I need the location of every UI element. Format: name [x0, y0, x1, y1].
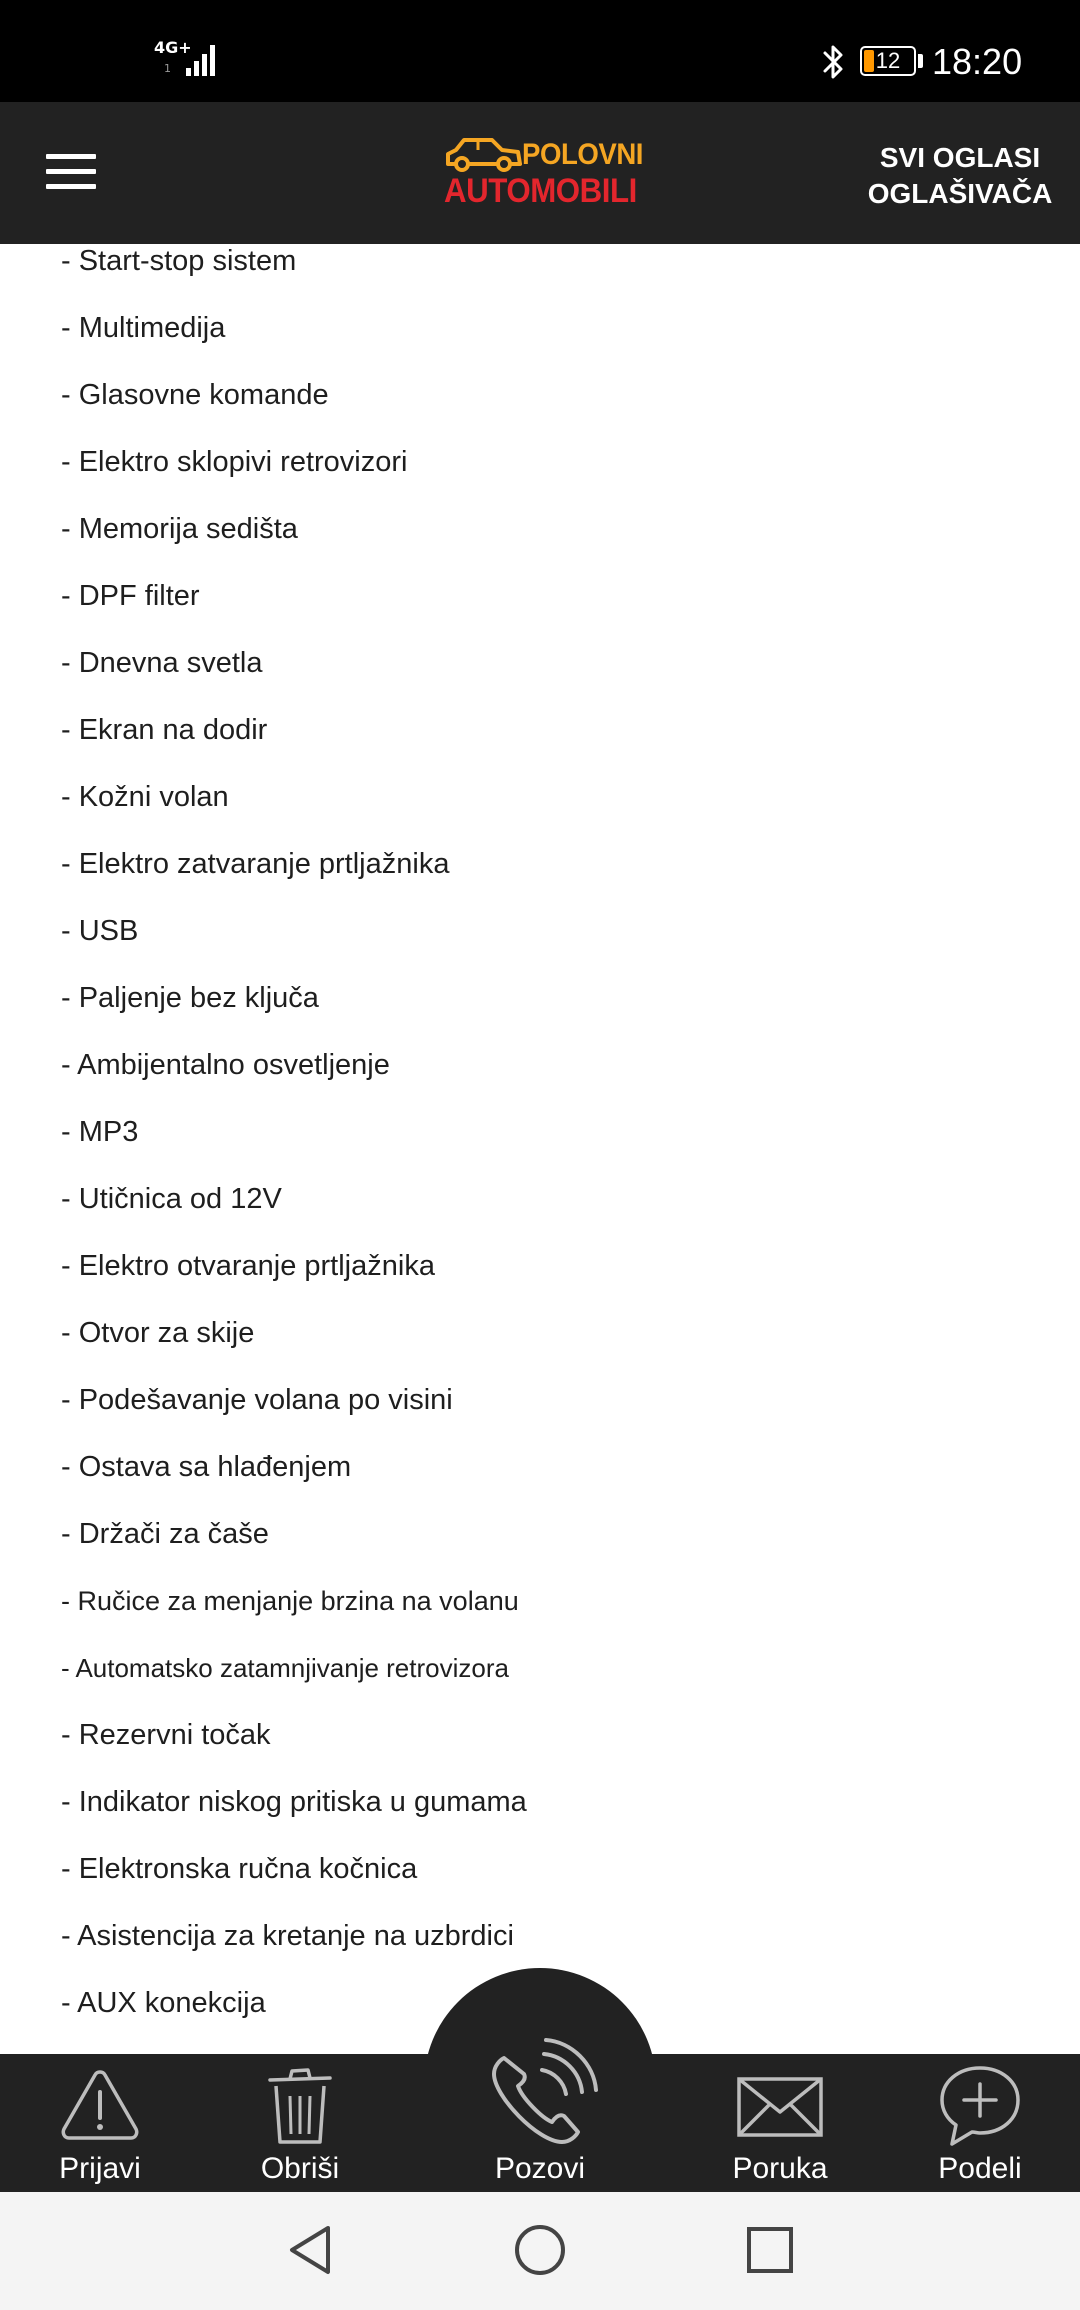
- back-triangle-icon[interactable]: [280, 2220, 340, 2280]
- network-type-label: 4G+: [154, 38, 192, 57]
- all-ads-line2: OGLAŠIVAČA: [867, 178, 1053, 209]
- system-navigation-bar: [0, 2192, 1080, 2310]
- trash-icon: [262, 2066, 338, 2146]
- list-item: - Otvor za skije: [61, 1317, 255, 1349]
- message-button[interactable]: [716, 2054, 844, 2192]
- phone-icon: [482, 2038, 598, 2154]
- list-item: - Elektro sklopivi retrovizori: [61, 446, 408, 478]
- list-item: - Memorija sedišta: [61, 513, 298, 545]
- list-item: - Dnevna svetla: [61, 647, 263, 679]
- list-item: - Elektronska ručna kočnica: [61, 1853, 418, 1885]
- list-item: - AUX konekcija: [61, 1987, 266, 2019]
- bottom-action-bar: [0, 2054, 1080, 2192]
- list-item: - Glasovne komande: [61, 379, 329, 411]
- list-item: - Ručice za menjanje brzina na volanu: [61, 1586, 519, 1616]
- recents-square-icon[interactable]: [740, 2220, 800, 2280]
- list-item: - Asistencija za kretanje na uzbrdici: [61, 1920, 514, 1952]
- list-item: - Držači za čaše: [61, 1518, 269, 1550]
- all-ads-line1: SVI OGLASI: [879, 142, 1041, 173]
- list-item: - Utičnica od 12V: [61, 1183, 282, 1215]
- list-item: - USB: [61, 915, 139, 947]
- list-item: - Rezervni točak: [61, 1719, 271, 1751]
- chat-plus-icon: [936, 2064, 1024, 2148]
- network-sim-label: 1: [164, 62, 171, 75]
- list-item: - Start-stop sistem: [61, 245, 297, 277]
- envelope-icon: [736, 2076, 824, 2138]
- all-seller-ads-link[interactable]: [840, 140, 1080, 212]
- report-label: Prijavi: [59, 2152, 141, 2185]
- share-button[interactable]: [916, 2054, 1044, 2192]
- list-item: - DPF filter: [61, 580, 200, 612]
- home-circle-icon[interactable]: [510, 2220, 570, 2280]
- report-button[interactable]: [36, 2054, 164, 2192]
- hamburger-menu-icon[interactable]: [46, 154, 96, 190]
- message-label: Poruka: [732, 2152, 828, 2185]
- delete-button[interactable]: [236, 2054, 364, 2192]
- app-header: [0, 102, 1080, 244]
- call-button[interactable]: [460, 2054, 620, 2192]
- signal-indicator: [154, 40, 220, 80]
- list-item: - Ostava sa hlađenjem: [61, 1451, 352, 1483]
- delete-label: Obriši: [260, 2152, 340, 2185]
- polovni-automobili-logo[interactable]: [442, 132, 642, 216]
- list-item: - Ambijentalno osvetljenje: [61, 1049, 390, 1081]
- logo-text-polovni: POLOVNI: [522, 138, 643, 171]
- battery-tip: [918, 54, 923, 68]
- list-item: - Automatsko zatamnjivanje retrovizora: [61, 1653, 509, 1683]
- list-item: - MP3: [61, 1116, 139, 1148]
- warning-icon: [58, 2066, 142, 2146]
- equipment-list-section[interactable]: [0, 244, 1080, 2054]
- battery-level: 12: [875, 48, 901, 73]
- list-item: - Podešavanje volana po visini: [61, 1384, 453, 1416]
- list-item: - Indikator niskog pritiska u gumama: [61, 1786, 527, 1818]
- status-bar: [0, 0, 1080, 102]
- list-item: - Paljenje bez ključa: [61, 982, 319, 1014]
- car-logo-icon: [444, 134, 524, 174]
- list-item: - Elektro zatvaranje prtljažnika: [61, 848, 450, 880]
- list-item: - Ekran na dodir: [61, 714, 268, 746]
- list-item: - Multimedija: [61, 312, 226, 344]
- bluetooth-icon: [818, 42, 848, 82]
- logo-text-automobili: AUTOMOBILI: [444, 172, 637, 210]
- call-label: Pozovi: [494, 2152, 586, 2185]
- status-clock: 18:20: [932, 41, 1023, 82]
- list-item: - Kožni volan: [61, 781, 229, 813]
- list-item: - Elektro otvaranje prtljažnika: [61, 1250, 435, 1282]
- share-label: Podeli: [938, 2152, 1022, 2185]
- signal-icon: [184, 40, 220, 78]
- battery-icon: [860, 46, 916, 76]
